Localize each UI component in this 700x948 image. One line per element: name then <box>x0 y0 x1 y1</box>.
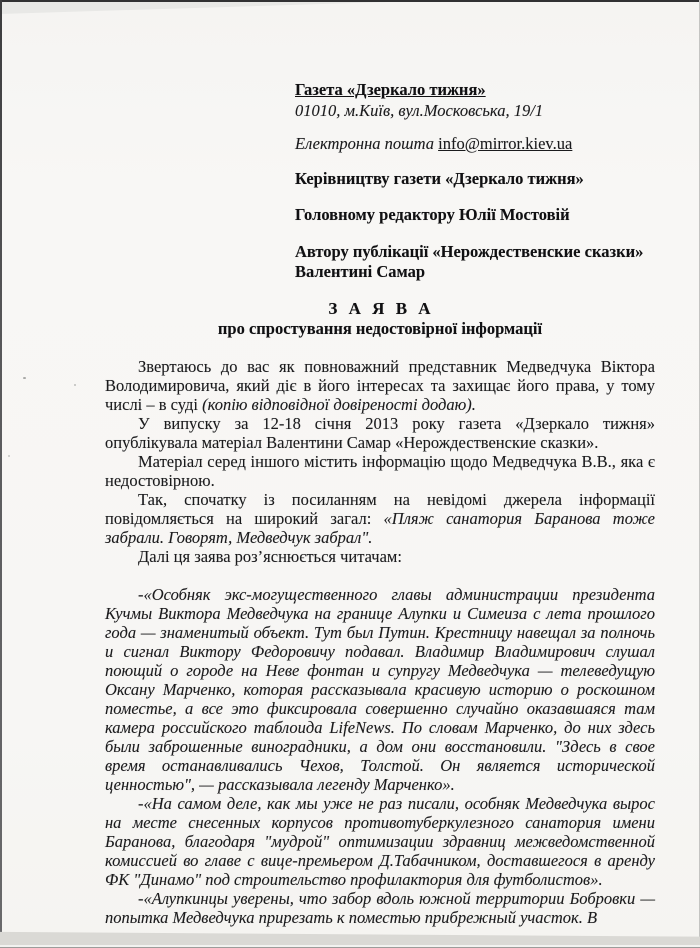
email-label: Електронна пошта <box>295 134 439 153</box>
email-line <box>295 134 572 154</box>
recipient-author-line2: Валентині Самар <box>295 262 426 281</box>
allegation-quote: «Пляж санатория Баранова тоже забрали. Говорят, Медведчук забрал". <box>105 509 655 547</box>
newspaper-address: 01010, м.Київ, вул.Московська, 19/1 <box>295 101 544 120</box>
issue-paragraph: У випуску за 12-18 січня 2013 року газета «Дзеркало тижня» опублікувала матеріал Валентини Самар «Нерождественские сказки». <box>105 414 655 452</box>
recipient-author-line1: Автору публікації «Нерождественские сказки» <box>295 242 644 261</box>
newspaper-name: Газета «Дзеркало тижня» <box>295 80 486 99</box>
intro-paragraph-italic-note: (копію відповідної довіреності додаю). <box>202 395 476 414</box>
statement-heading <box>105 299 655 339</box>
quoted-paragraph-2: -«На самом деле, как мы уже не раз писали, особняк Медведчука вырос на месте снесенных корпусов противотуберкулезного санатория имени Баранова, благодаря "мудрой" оптимизации здравниц межведомственной комиссией во главе с вице-премьером Д.Табачником, доставшегося в аренду ФК "Динамо" под строительство профилактория для футболистов». <box>105 794 655 889</box>
intro-paragraph-text: Звертаюсь до вас як повноважний представник Медведчука Віктора Володимировича, який діє в його інтересах та захищає його права, у тому числі – в суді <box>105 357 655 414</box>
letter-body <box>105 357 655 927</box>
statement-title: З А Я В А <box>328 299 432 318</box>
allegation-paragraph-text: Так, спочатку із посиланням на невідомі джерела інформації повідомляється на широкий загал: <box>105 490 655 528</box>
allegation-paragraph <box>105 490 655 547</box>
quoted-paragraph-3: -«Алупкинцы уверены, что забор вдоль южной территории Бобровки — попытка Медведчука прирезать к поместью прибрежный участок. В <box>105 889 655 927</box>
lead-in-paragraph: Далі ця заява роз’яснюється читачам: <box>138 547 402 566</box>
statement-subtitle: про спростування недостовірної інформації <box>217 319 543 338</box>
claim-paragraph: Матеріал серед іншого містить інформацію щодо Медведчука В.В., яка є недостовірною. <box>105 452 655 490</box>
intro-paragraph <box>105 357 655 414</box>
recipient-management: Керівництву газети «Дзеркало тижня» <box>295 169 584 188</box>
quoted-paragraph-1: -«Особняк экс-могущественного главы администрации президента Кучмы Виктора Медведчука на границе Алупки и Симеиза с лета прошлого года — знаменитый объект. Тут был Путин. Крестницу навещал за полночь и сигнал Виктору Федоровичу подавал. Владимир Владимирович слушал поющий о городе на Неве фонтан и супругу Медведчука — телеведущую Оксану Марченко, которая рассказывала красивую историю о роскошном поместье, а все это фиксировала совершенно случайно оказавшаяся там камера российского таблоида LifeNews. По словам Марченко, до них здесь были заброшенные виноградники, а дом они восстановили. "Здесь в свое время останавливались Чехов, Толстой. Он является исторической ценностью", — рассказывала легенду Марченко». <box>105 585 655 794</box>
email-address: info@mirror.kiev.ua <box>438 134 573 153</box>
recipient-editor: Головному редактору Юлії Мостовій <box>295 205 570 224</box>
